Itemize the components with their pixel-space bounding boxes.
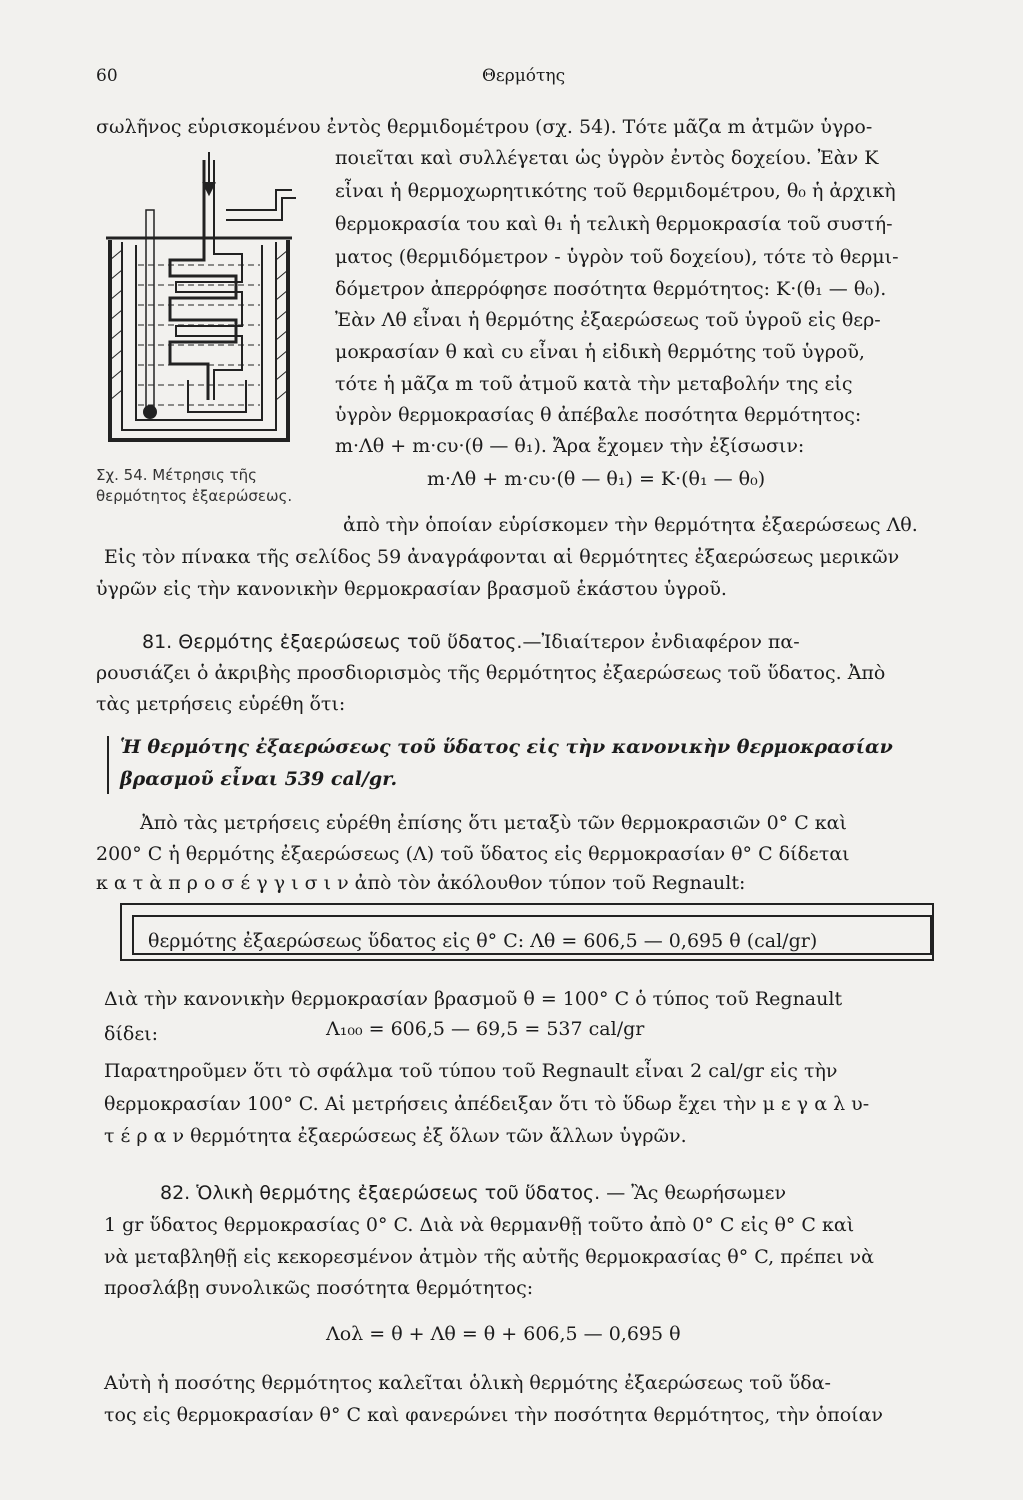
equation-2: Λ₁₀₀ = 606,5 — 69,5 = 537 cal/gr — [326, 1018, 645, 1040]
text-line: ματος (θερμιδόμετρον - ὑγρὸν τοῦ δοχείου), τότε τὸ θερμι- — [335, 246, 899, 268]
text-line: Αὐτὴ ἡ ποσότης θερμότητος καλεῖται ὁλικὴ θερμότης ἐξαερώσεως τοῦ ὕδα- — [104, 1372, 831, 1394]
section-title: Ὁλικὴ θερμότης ἐξαερώσεως τοῦ ὕδατος. — [196, 1182, 601, 1204]
section-number: 82. — [160, 1182, 191, 1204]
text-line: — Ἂς θεωρήσωμεν — [606, 1182, 787, 1204]
running-title: Θερμότης — [482, 66, 566, 86]
text-line: δίδει: — [104, 1023, 159, 1045]
text-line: σωλῆνος εὑρισκομένου ἐντὸς θερμιδομέτρου (σχ. 54). Τότε μᾶζα m ἀτμῶν ὑγρο- — [96, 116, 873, 138]
figure-caption: θερμότητος ἐξαερώσεως. — [96, 487, 293, 505]
text-line: θερμοκρασίαν 100° C. Αἱ μετρήσεις ἀπέδειξαν ὅτι τὸ ὕδωρ ἔχει τὴν μ ε γ α λ υ- — [104, 1093, 870, 1115]
text-line: Παρατηροῦμεν ὅτι τὸ σφάλμα τοῦ τύπου τοῦ Regnault εἶναι 2 cal/gr εἰς τὴν — [104, 1060, 838, 1082]
regnault-formula: θερμότης ἐξαερώσεως ὕδατος εἰς θ° C: Λθ = 606,5 — 0,695 θ (cal/gr) — [148, 930, 818, 952]
text-line: τος εἰς θερμοκρασίαν θ° C καὶ φανερώνει τὴν ποσότητα θερμότητος, τὴν ὁποίαν — [104, 1404, 883, 1426]
section-number: 81. — [142, 631, 173, 653]
text-line: προσλάβῃ συνολικῶς ποσότητα θερμότητος: — [104, 1277, 534, 1299]
text-line: ὑγρὸν θερμοκρασίας θ ἀπέβαλε ποσότητα θερμότητος: — [335, 404, 862, 426]
figure-caption: Σχ. 54. Μέτρησις τῆς — [96, 466, 257, 484]
rule-statement: βρασμοῦ εἶναι 539 cal/gr. — [120, 768, 398, 790]
equation-1: m·Λθ + m·cυ·(θ — θ₁) = K·(θ₁ — θ₀) — [427, 468, 766, 490]
text-line: —Ἰδιαίτερον ἐνδιαφέρον πα- — [522, 631, 800, 653]
box-rule — [122, 903, 932, 905]
rule-marker — [107, 736, 109, 794]
text-line: μοκρασίαν θ καὶ cυ εἶναι ἡ εἰδικὴ θερμότης τοῦ ὑγροῦ, — [335, 341, 865, 363]
text-line: τὰς μετρήσεις εὑρέθη ὅτι: — [96, 693, 346, 715]
text-line: Εἰς τὸν πίνακα τῆς σελίδος 59 ἀναγράφονται αἱ θερμότητες ἐξαερώσεως μερικῶν — [104, 546, 900, 568]
text-line: νὰ μεταβληθῇ εἰς κεκορεσμένον ἀτμὸν τῆς αὐτῆς θερμοκρασίας θ° C, πρέπει νὰ — [104, 1246, 874, 1268]
section-81-heading — [142, 633, 800, 652]
text-line: ρουσιάζει ὁ ἀκριβὴς προσδιορισμὸς τῆς θερμότητος ἐξαερώσεως τοῦ ὕδατος. Ἀπὸ — [96, 662, 886, 684]
text-line: τότε ἡ μᾶζα m τοῦ ἀτμοῦ κατὰ τὴν μεταβολήν της εἰς — [335, 373, 853, 395]
section-82-heading — [160, 1184, 786, 1203]
text-line: 1 gr ὕδατος θερμοκρασίας 0° C. Διὰ νὰ θερμανθῇ τοῦτο ἀπὸ 0° C εἰς θ° C καὶ — [104, 1214, 855, 1236]
text-line: 200° C ἡ θερμότης ἐξαερώσεως (Λ) τοῦ ὕδατος εἰς θερμοκρασίαν θ° C δίδεται — [96, 843, 850, 865]
text-line: Ἀπὸ τὰς μετρήσεις εὑρέθη ἐπίσης ὅτι μεταξὺ τῶν θερμοκρασιῶν 0° C καὶ — [140, 812, 847, 834]
text-line: δόμετρον ἀπερρόφησε ποσότητα θερμότητος: K·(θ₁ — θ₀). — [335, 278, 887, 300]
text-line: Διὰ τὴν κανονικὴν θερμοκρασίαν βρασμοῦ θ = 100° C ὁ τύπος τοῦ Regnault — [104, 988, 843, 1010]
text-line: Ἐὰν Λθ εἶναι ἡ θερμότης ἐξαερώσεως τοῦ ὑγροῦ εἰς θερ- — [335, 309, 881, 331]
calorimeter-figure — [96, 150, 301, 450]
text-line: m·Λθ + m·cυ·(θ — θ₁). Ἄρα ἔχομεν τὴν ἐξίσωσιν: — [335, 435, 805, 457]
equation-3: Λολ = θ + Λθ = θ + 606,5 — 0,695 θ — [326, 1323, 681, 1345]
text-line: κ α τ ὰ π ρ ο σ έ γ γ ι σ ι ν ἀπὸ τὸν ἀκόλουθον τύπον τοῦ Regnault: — [96, 872, 746, 894]
text-line: ποιεῖται καὶ συλλέγεται ὡς ὑγρὸν ἐντὸς δοχείου. Ἐὰν K — [335, 147, 879, 169]
text-line: εἶναι ἡ θερμοχωρητικότης τοῦ θερμιδομέτρου, θ₀ ἡ ἀρχικὴ — [335, 180, 896, 202]
text-line: ἀπὸ τὴν ὁποίαν εὑρίσκομεν τὴν θερμότητα ἐξαερώσεως Λθ. — [343, 514, 918, 536]
text-line: θερμοκρασία του καὶ θ₁ ἡ τελικὴ θερμοκρασία τοῦ συστή- — [335, 213, 893, 235]
section-title: Θερμότης ἐξαερώσεως τοῦ ὕδατος. — [178, 631, 523, 653]
page-number: 60 — [96, 66, 118, 86]
box-rule — [122, 959, 932, 961]
rule-statement: Ἡ θερμότης ἐξαερώσεως τοῦ ὕδατος εἰς τὴν κανονικὴν θερμοκρασίαν — [120, 736, 893, 758]
text-line: τ έ ρ α ν θερμότητα ἐξαερώσεως ἐξ ὅλων τῶν ἄλλων ὑγρῶν. — [104, 1125, 687, 1147]
text-line: ὑγρῶν εἰς τὴν κανονικὴν θερμοκρασίαν βρασμοῦ ἑκάστου ὑγροῦ. — [96, 578, 727, 600]
